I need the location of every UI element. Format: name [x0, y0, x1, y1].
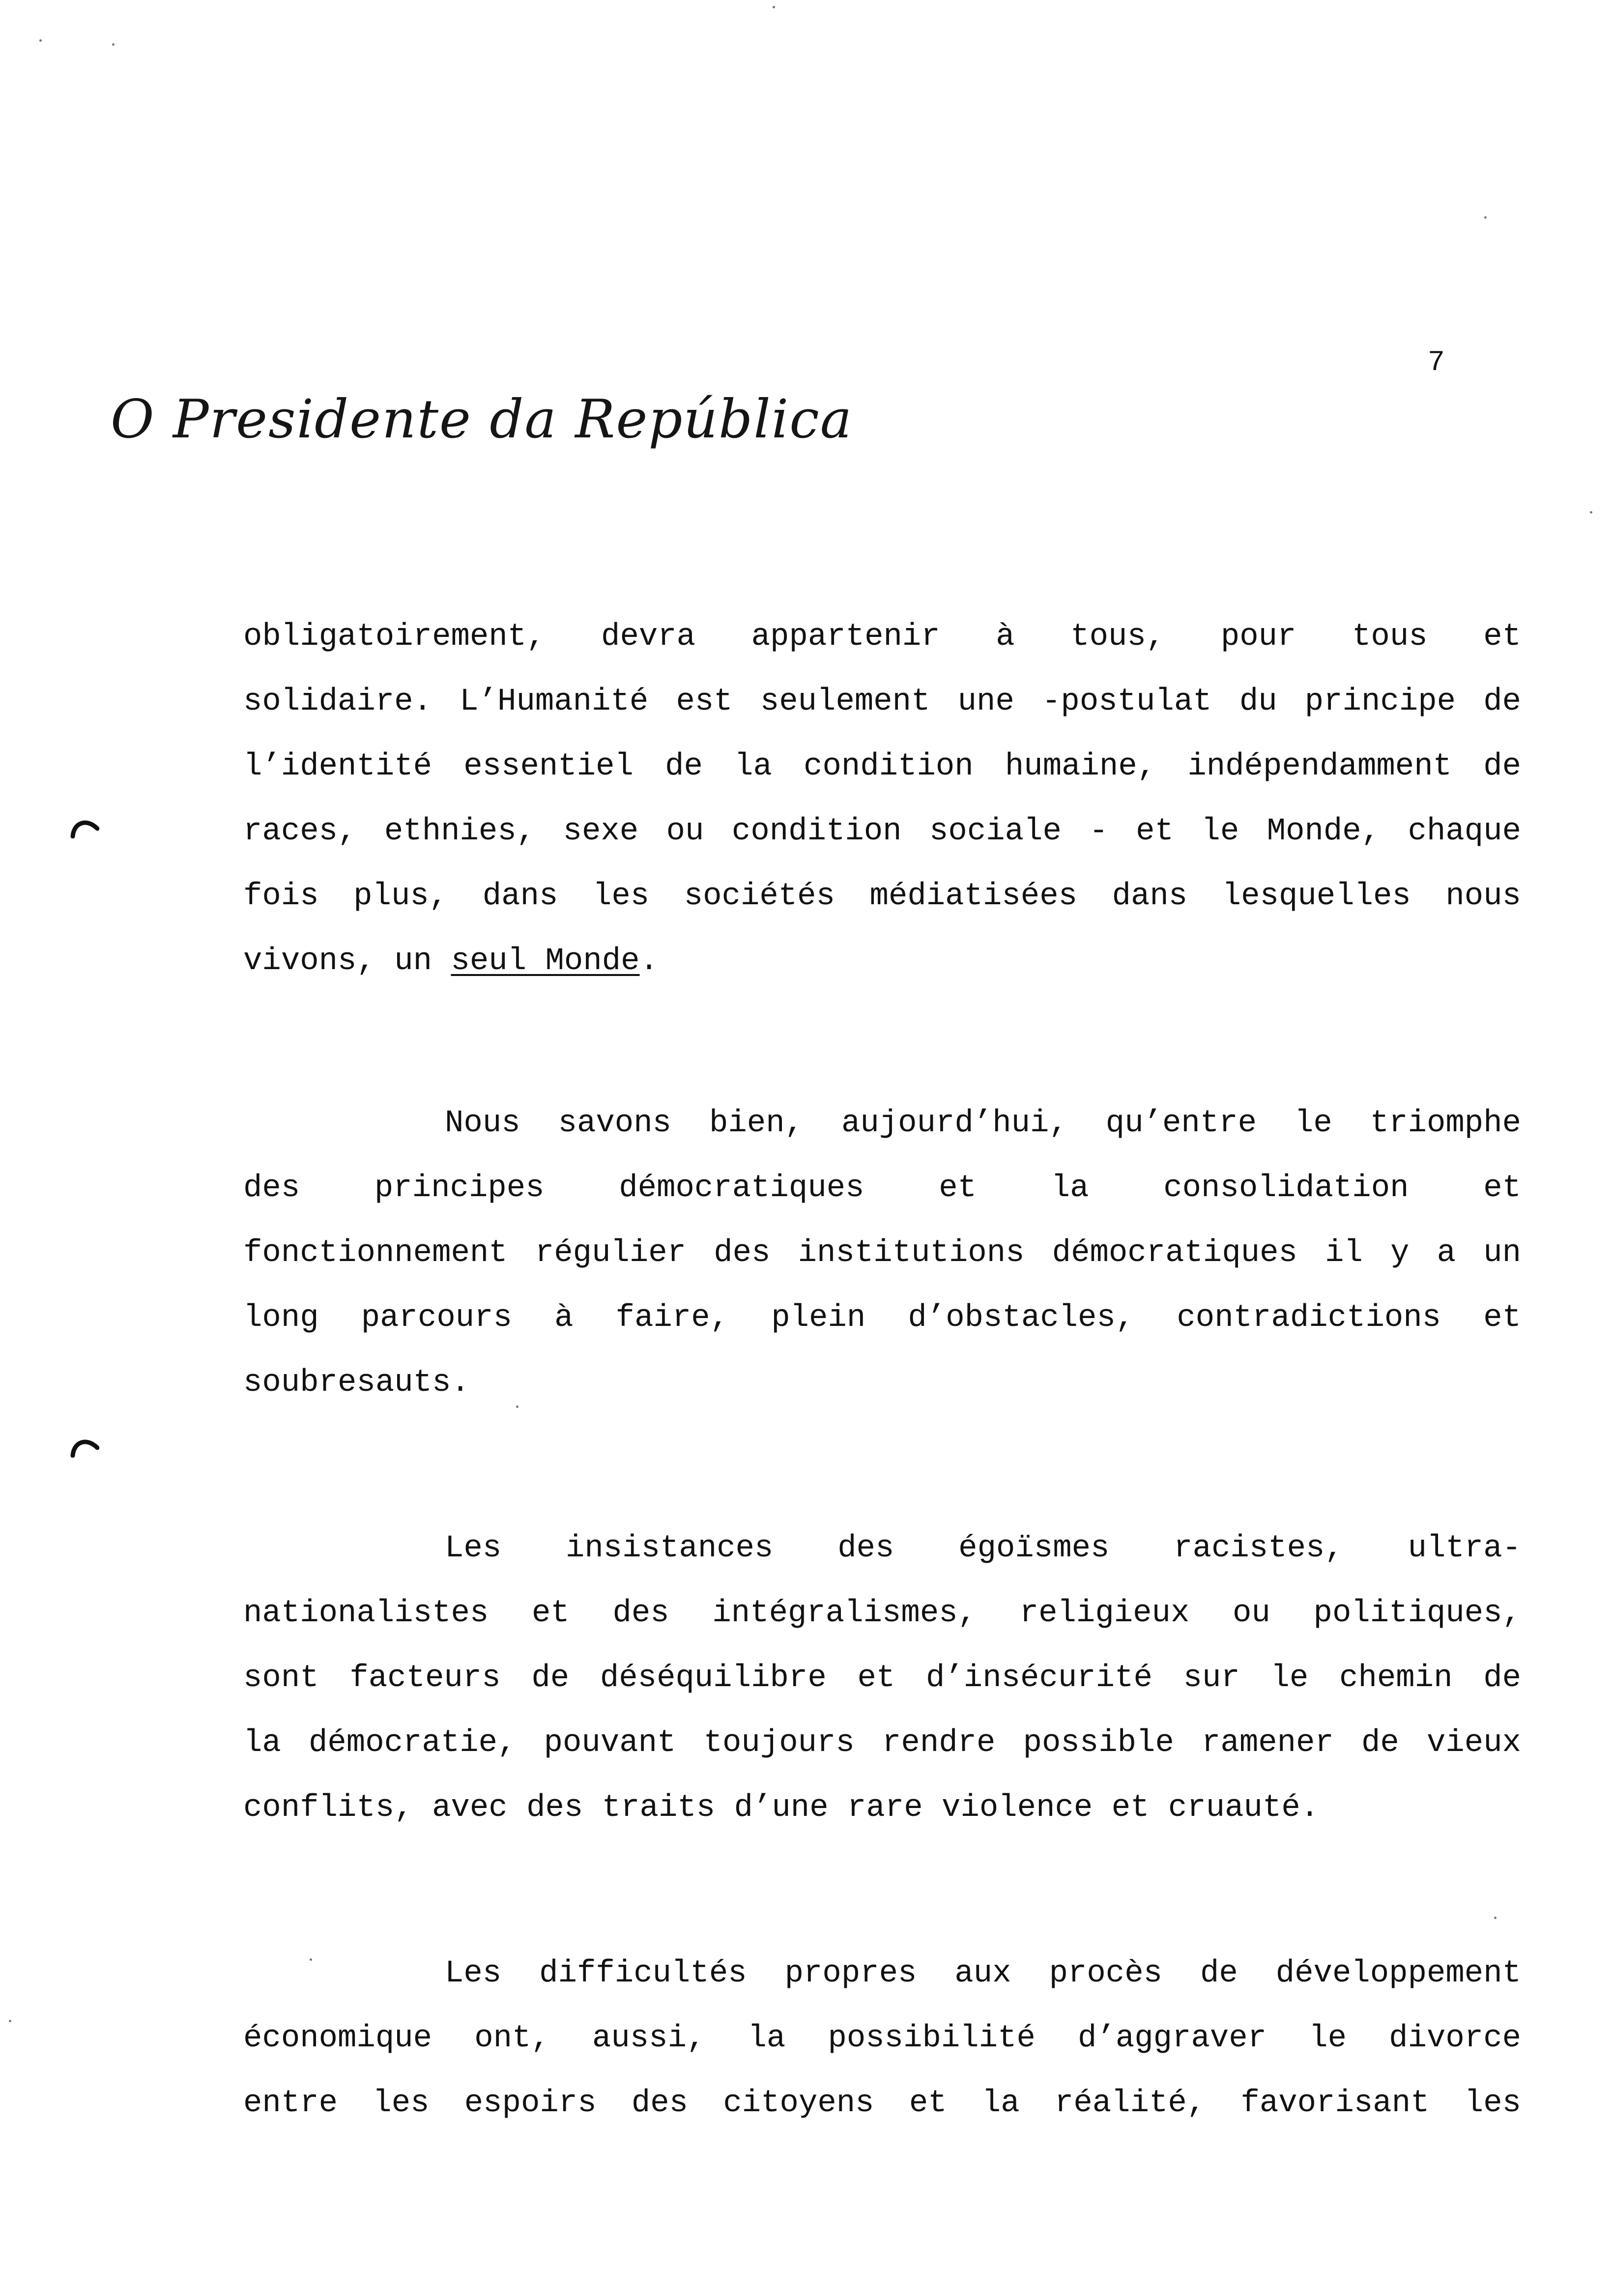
scan-speck [516, 1406, 518, 1408]
scan-speck [39, 39, 42, 42]
text-line: la démocratie, pouvant toujours rendre possible ramener de vieux [243, 1725, 1521, 1761]
scan-speck [1484, 216, 1487, 219]
text-line: sont facteurs de déséquilibre et d’insécurité sur le chemin de [243, 1661, 1521, 1696]
text-line: l’identité essentiel de la condition humaine, indépendamment de [243, 749, 1521, 784]
text-line: races, ethnies, sexe ou condition sociale - et le Monde, chaque [243, 814, 1521, 849]
binding-hole-mark-icon [69, 816, 99, 838]
text-line: soubresauts. [243, 1365, 470, 1401]
text-segment: . [639, 944, 659, 979]
text-line: Les insistances des égoïsmes racistes, ultra- [445, 1531, 1521, 1566]
text-line: économique ont, aussi, la possibilité d’aggraver le divorce [243, 2021, 1521, 2056]
paragraph-2 [243, 1091, 1521, 1415]
scan-speck [1590, 511, 1592, 514]
text-line: fois plus, dans les sociétés médiatisées dans lesquelles nous [243, 879, 1521, 914]
letterhead-signature: O Presidente da República [111, 389, 853, 450]
underlined-phrase: seul Monde [451, 944, 640, 979]
scan-speck [1494, 1917, 1497, 1919]
text-line: Les difficultés propres aux procès de développement [445, 1956, 1521, 1991]
text-segment: vivons, un [243, 944, 451, 979]
text-line: long parcours à faire, plein d’obstacles, contradictions et [243, 1300, 1521, 1336]
scan-speck [9, 2020, 11, 2022]
text-line: obligatoirement, devra appartenir à tous, pour tous et [243, 619, 1521, 655]
paragraph-4 [243, 1941, 1521, 2136]
text-line: entre les espoirs des citoyens et la réalité, favorisant les [243, 2086, 1521, 2121]
text-line: conflits, avec des traits d’une rare violence et cruauté. [243, 1790, 1320, 1826]
scan-speck [773, 6, 775, 8]
text-line: Nous savons bien, aujourd’hui, qu’entre le triomphe [445, 1106, 1521, 1141]
text-line: solidaire. L’Humanité est seulement une -postulat du principe de [243, 684, 1521, 719]
text-line-final [243, 929, 1521, 994]
text-line: nationalistes et des intégralismes, religieux ou politiques, [243, 1596, 1521, 1631]
scan-speck [112, 43, 115, 46]
page-number: 7 [1428, 347, 1445, 379]
binding-hole-mark-icon [69, 1435, 99, 1458]
text-line: des principes démocratiques et la consolidation et [243, 1171, 1521, 1206]
scan-speck [310, 1958, 312, 1961]
paragraph-1 [243, 604, 1521, 994]
text-line: fonctionnement régulier des institutions démocratiques il y a un [243, 1235, 1521, 1271]
paragraph-3 [243, 1516, 1521, 1840]
